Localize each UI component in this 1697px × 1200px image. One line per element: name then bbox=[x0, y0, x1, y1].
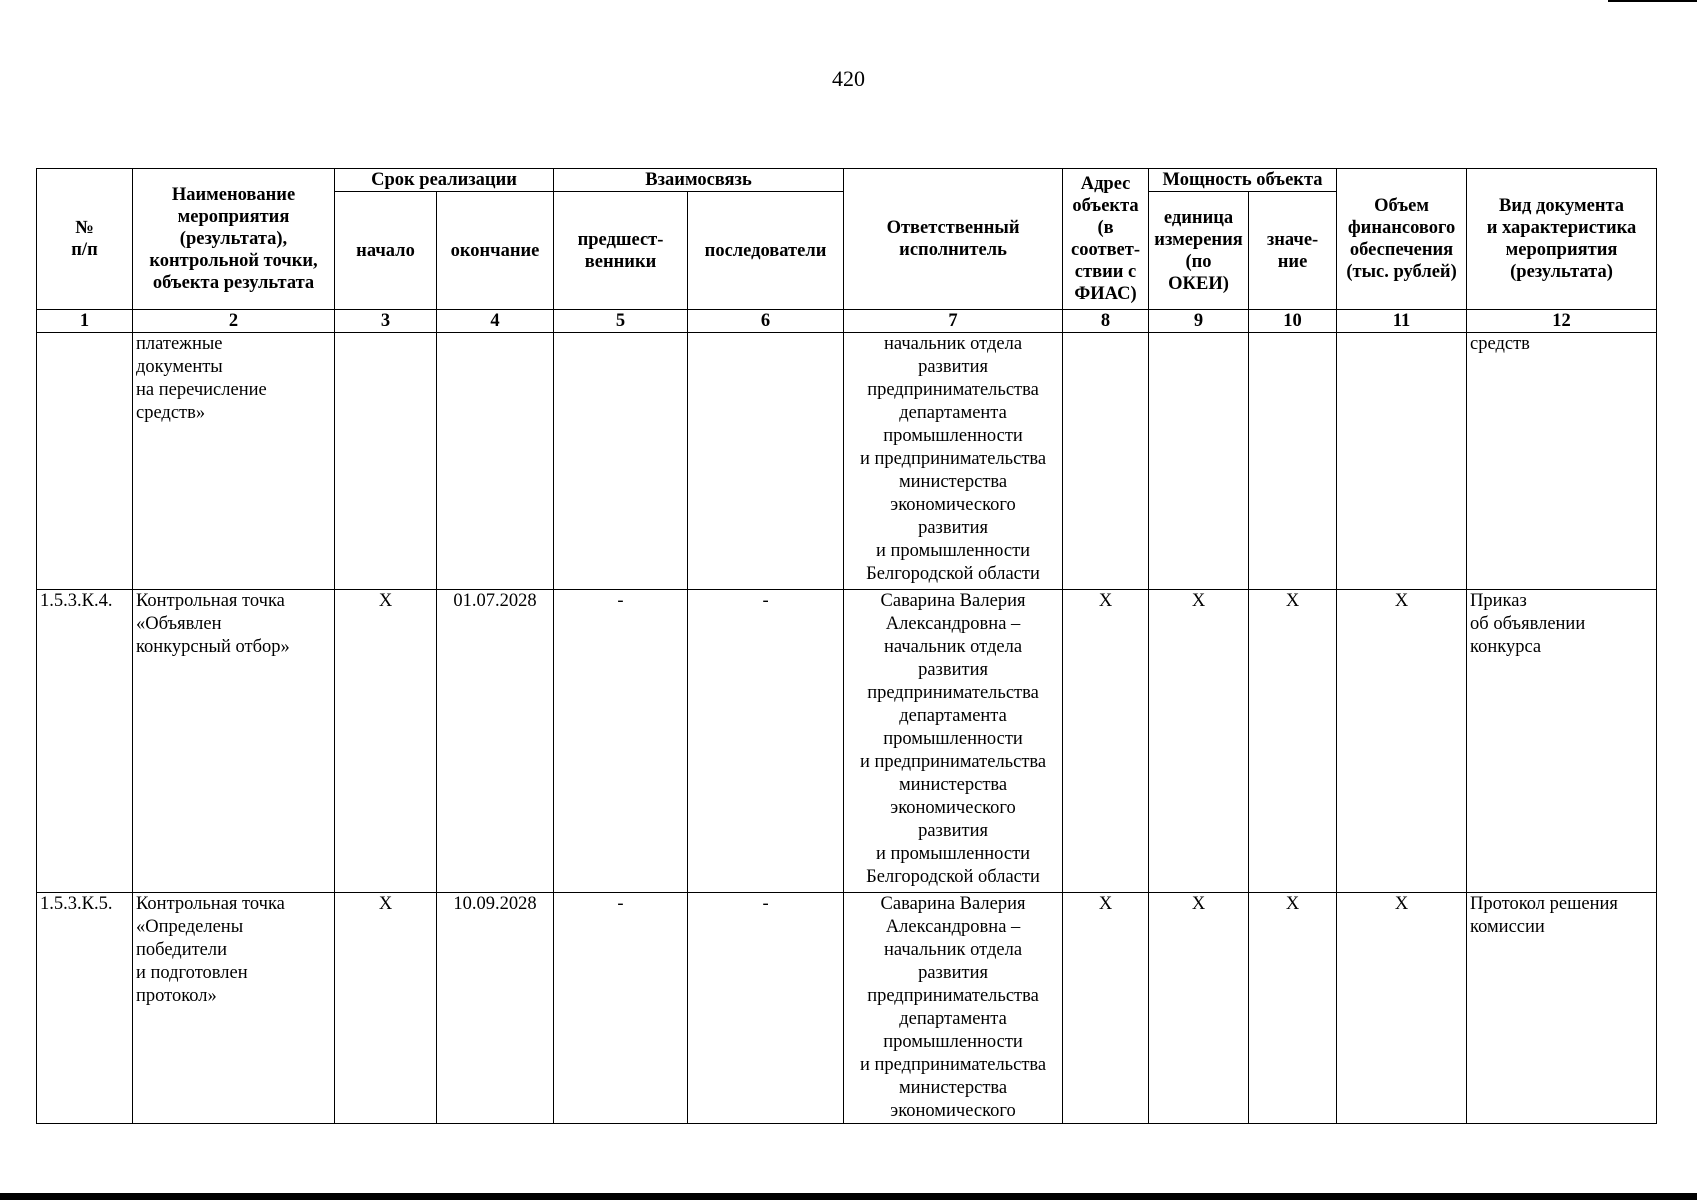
column-number: 5 bbox=[554, 310, 688, 333]
header-end: окончание bbox=[437, 192, 554, 310]
column-number: 1 bbox=[37, 310, 133, 333]
cell-document: Приказ об объявлении конкурса bbox=[1467, 590, 1657, 893]
column-number: 10 bbox=[1249, 310, 1337, 333]
cell-value: X bbox=[1249, 893, 1337, 1124]
column-number: 2 bbox=[133, 310, 335, 333]
cell-end bbox=[437, 333, 554, 590]
cell-name: Контрольная точка «Определены победители и подготовлен протокол» bbox=[133, 893, 335, 1124]
cell-start: X bbox=[335, 893, 437, 1124]
cell-end: 01.07.2028 bbox=[437, 590, 554, 893]
header-group-term: Срок реализации bbox=[335, 169, 554, 192]
bottom-scan-bar bbox=[0, 1193, 1697, 1200]
cell-address: X bbox=[1063, 893, 1149, 1124]
cell-financing bbox=[1337, 333, 1467, 590]
header-name: Наименование мероприятия (результата), контрольной точки, объекта результата bbox=[133, 169, 335, 310]
cell-name: Контрольная точка «Объявлен конкурсный отбор» bbox=[133, 590, 335, 893]
header-address: Адрес объекта (в соответ- ствии с ФИАС) bbox=[1063, 169, 1149, 310]
cell-document: средств bbox=[1467, 333, 1657, 590]
header-responsible: Ответственный исполнитель bbox=[844, 169, 1063, 310]
page-number: 420 bbox=[832, 66, 865, 91]
top-rule bbox=[1608, 0, 1697, 2]
column-number: 6 bbox=[688, 310, 844, 333]
cell-predecessors bbox=[554, 333, 688, 590]
cell-financing: X bbox=[1337, 590, 1467, 893]
column-number: 8 bbox=[1063, 310, 1149, 333]
cell-start bbox=[335, 333, 437, 590]
cell-document: Протокол решения комиссии bbox=[1467, 893, 1657, 1124]
column-number: 9 bbox=[1149, 310, 1249, 333]
column-number: 11 bbox=[1337, 310, 1467, 333]
cell-financing: X bbox=[1337, 893, 1467, 1124]
header-num: № п/п bbox=[37, 169, 133, 310]
cell-name: платежные документы на перечисление средств» bbox=[133, 333, 335, 590]
header-start: начало bbox=[335, 192, 437, 310]
cell-predecessors: - bbox=[554, 590, 688, 893]
plan-table bbox=[36, 168, 1657, 1124]
column-number: 12 bbox=[1467, 310, 1657, 333]
header-predecessors: предшест- венники bbox=[554, 192, 688, 310]
cell-successors: - bbox=[688, 590, 844, 893]
header-successors: последователи bbox=[688, 192, 844, 310]
column-number: 7 bbox=[844, 310, 1063, 333]
header-unit: единица измерения (по ОКЕИ) bbox=[1149, 192, 1249, 310]
cell-responsible: начальник отдела развития предпринимательства департамента промышленности и предпринимательства министерства экономического развития и промышленности Белгородской области bbox=[844, 333, 1063, 590]
cell-responsible: Саварина Валерия Александровна – начальник отдела развития предпринимательства департамента промышленности и предпринимательства министерства экономического развития и промышленности Белгородской области bbox=[844, 590, 1063, 893]
table-row bbox=[37, 333, 1657, 590]
cell-unit: X bbox=[1149, 590, 1249, 893]
cell-unit: X bbox=[1149, 893, 1249, 1124]
cell-successors: - bbox=[688, 893, 844, 1124]
column-number: 4 bbox=[437, 310, 554, 333]
cell-end: 10.09.2028 bbox=[437, 893, 554, 1124]
cell-value bbox=[1249, 333, 1337, 590]
cell-predecessors: - bbox=[554, 893, 688, 1124]
cell-successors bbox=[688, 333, 844, 590]
cell-responsible: Саварина Валерия Александровна – начальник отдела развития предпринимательства департамента промышленности и предпринимательства министерства экономического bbox=[844, 893, 1063, 1124]
header-financing: Объем финансового обеспечения (тыс. рублей) bbox=[1337, 169, 1467, 310]
header-document: Вид документа и характеристика мероприятия (результата) bbox=[1467, 169, 1657, 310]
cell-num: 1.5.3.К.4. bbox=[37, 590, 133, 893]
header-group-link: Взаимосвязь bbox=[554, 169, 844, 192]
table-row bbox=[37, 893, 1657, 1124]
cell-unit bbox=[1149, 333, 1249, 590]
column-number: 3 bbox=[335, 310, 437, 333]
cell-address: X bbox=[1063, 590, 1149, 893]
cell-value: X bbox=[1249, 590, 1337, 893]
cell-start: X bbox=[335, 590, 437, 893]
header-group-power: Мощность объекта bbox=[1149, 169, 1337, 192]
cell-num bbox=[37, 333, 133, 590]
header-value: значе- ние bbox=[1249, 192, 1337, 310]
table-row bbox=[37, 590, 1657, 893]
cell-num: 1.5.3.К.5. bbox=[37, 893, 133, 1124]
cell-address bbox=[1063, 333, 1149, 590]
